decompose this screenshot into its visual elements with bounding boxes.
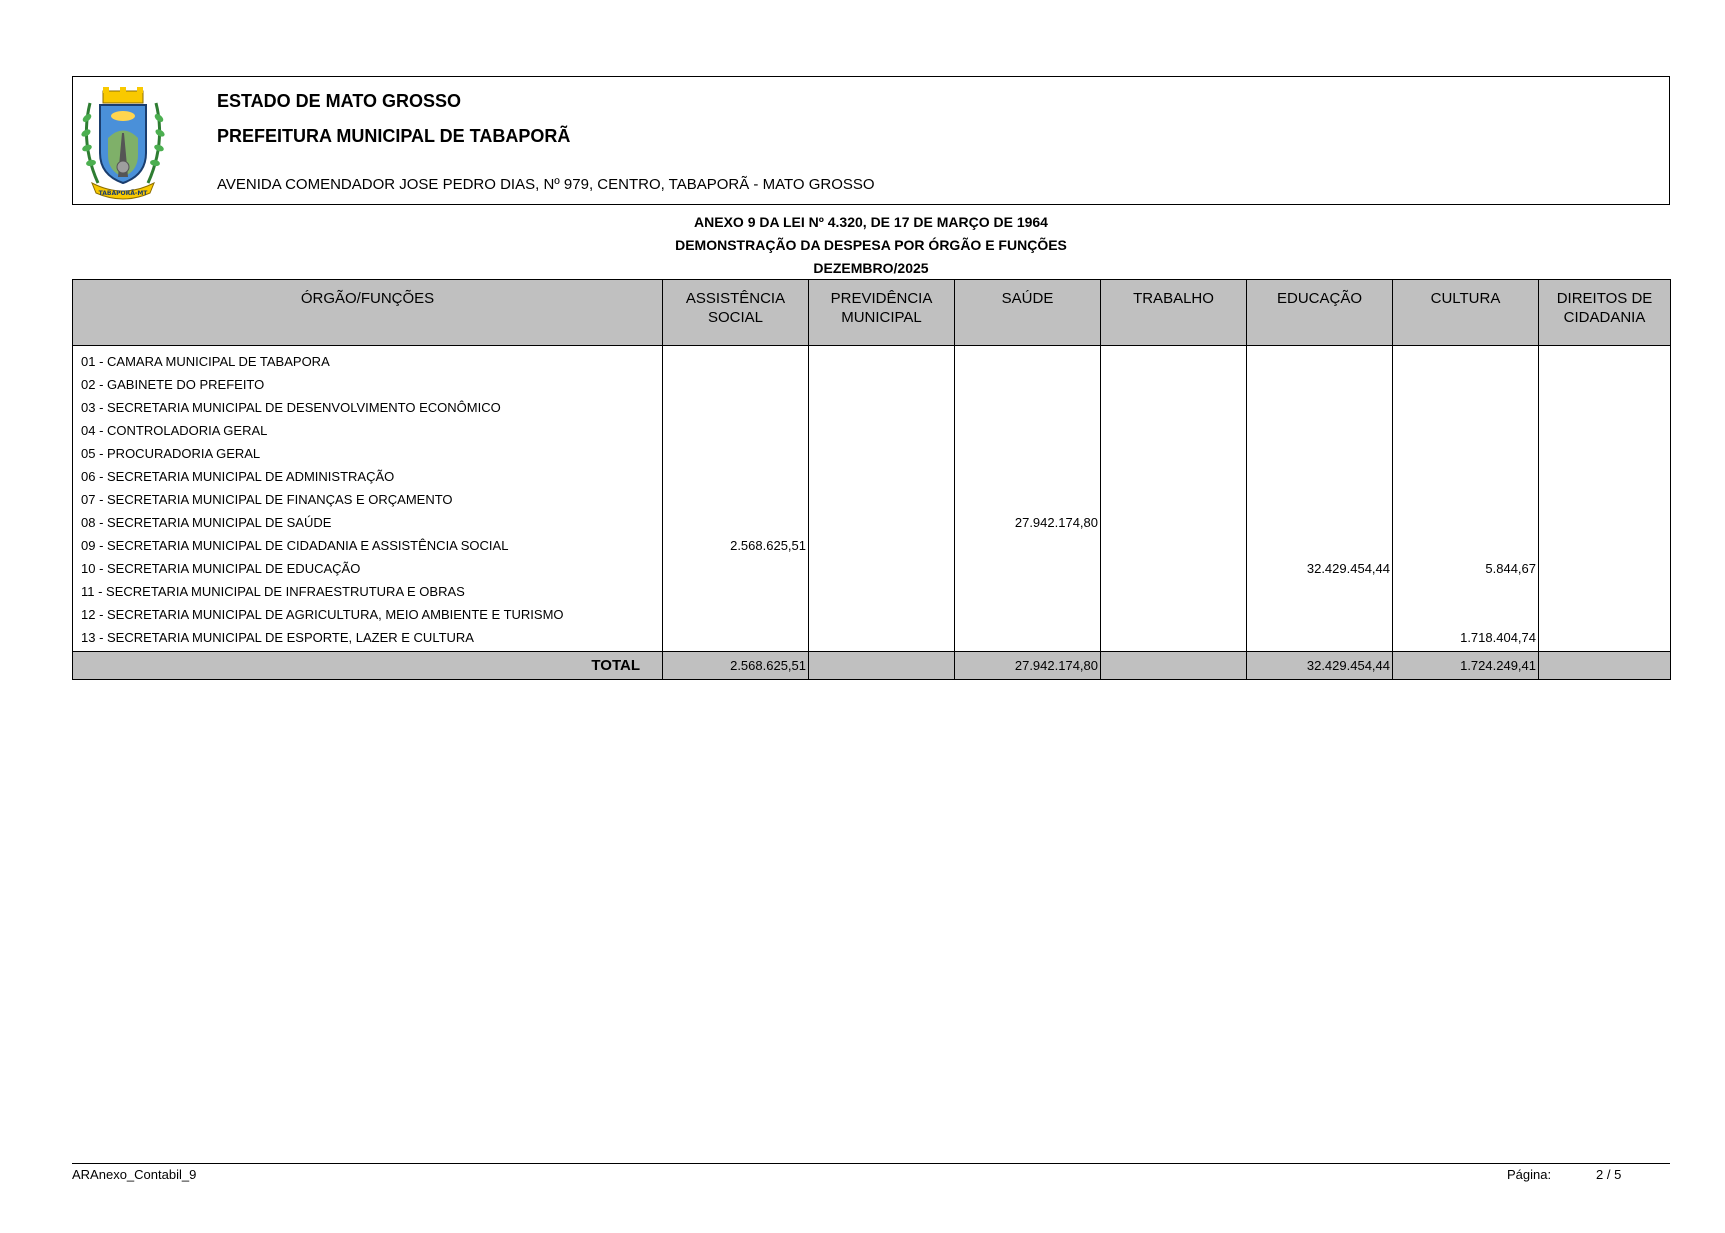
value-cell <box>955 626 1101 652</box>
value-cell <box>1539 465 1671 488</box>
value-cell <box>1247 465 1393 488</box>
organ-name-cell: 03 - SECRETARIA MUNICIPAL DE DESENVOLVIMENTO ECONÔMICO <box>73 396 663 419</box>
value-cell <box>1539 511 1671 534</box>
expense-table <box>72 279 1671 680</box>
value-cell <box>1539 557 1671 580</box>
table-row <box>73 373 1671 396</box>
organ-name-cell: 04 - CONTROLADORIA GERAL <box>73 419 663 442</box>
value-cell <box>809 626 955 652</box>
value-cell <box>1247 580 1393 603</box>
organ-name-cell: 10 - SECRETARIA MUNICIPAL DE EDUCAÇÃO <box>73 557 663 580</box>
column-header-line: SOCIAL <box>707 309 764 326</box>
municipal-crest-icon <box>78 83 168 201</box>
value-cell <box>1393 373 1539 396</box>
value-cell <box>1539 488 1671 511</box>
report-title-period: DEZEMBRO/2025 <box>813 260 929 276</box>
value-cell <box>1393 511 1539 534</box>
value-cell <box>1247 346 1393 374</box>
column-header-line: CIDADANIA <box>1563 309 1646 326</box>
organ-name-cell: 01 - CAMARA MUNICIPAL DE TABAPORA <box>73 346 663 374</box>
value-cell <box>809 396 955 419</box>
total-value-cell: 2.568.625,51 <box>663 652 809 680</box>
value-cell <box>1539 580 1671 603</box>
total-value-cell: 32.429.454,44 <box>1247 652 1393 680</box>
organ-name-cell: 08 - SECRETARIA MUNICIPAL DE SAÚDE <box>73 511 663 534</box>
value-cell <box>1101 373 1247 396</box>
value-cell <box>663 580 809 603</box>
organ-name-cell: 12 - SECRETARIA MUNICIPAL DE AGRICULTURA, MEIO AMBIENTE E TURISMO <box>73 603 663 626</box>
table-row <box>73 626 1671 652</box>
total-row <box>73 652 1671 680</box>
report-titles <box>72 211 1670 280</box>
value-cell <box>1393 396 1539 419</box>
report-identifier: ARAnexo_Contabil_9 <box>72 1167 197 1182</box>
value-cell <box>1539 373 1671 396</box>
organ-name-cell: 05 - PROCURADORIA GERAL <box>73 442 663 465</box>
column-header <box>1247 280 1393 346</box>
organ-name-cell: 07 - SECRETARIA MUNICIPAL DE FINANÇAS E ORÇAMENTO <box>73 488 663 511</box>
value-cell <box>1393 419 1539 442</box>
organ-name-cell: 02 - GABINETE DO PREFEITO <box>73 373 663 396</box>
value-cell <box>663 603 809 626</box>
value-cell <box>663 373 809 396</box>
value-cell <box>955 442 1101 465</box>
value-cell <box>1247 442 1393 465</box>
value-cell <box>809 442 955 465</box>
report-title-law: ANEXO 9 DA LEI Nº 4.320, DE 17 DE MARÇO DE 1964 <box>694 214 1048 230</box>
document-header <box>72 76 1670 205</box>
total-value-cell <box>1539 652 1671 680</box>
value-cell <box>809 511 955 534</box>
column-header-line: EDUCAÇÃO <box>1276 290 1362 307</box>
value-cell <box>809 465 955 488</box>
column-header <box>955 280 1101 346</box>
column-header <box>73 280 663 346</box>
column-header-line: PREVIDÊNCIA <box>830 290 933 307</box>
table-body <box>73 346 1671 680</box>
value-cell <box>663 442 809 465</box>
value-cell <box>1539 442 1671 465</box>
column-header <box>1393 280 1539 346</box>
value-cell <box>1101 557 1247 580</box>
table-row <box>73 419 1671 442</box>
value-cell <box>1101 534 1247 557</box>
column-header-line: SAÚDE <box>1001 290 1054 307</box>
table-row <box>73 346 1671 374</box>
value-cell <box>955 580 1101 603</box>
value-cell <box>1393 442 1539 465</box>
value-cell <box>1539 419 1671 442</box>
value-cell <box>1247 603 1393 626</box>
value-cell <box>955 396 1101 419</box>
column-header-line: CULTURA <box>1430 290 1501 307</box>
value-cell <box>1393 488 1539 511</box>
value-cell <box>1393 580 1539 603</box>
value-cell <box>809 373 955 396</box>
value-cell <box>1101 511 1247 534</box>
footer-divider <box>72 1163 1670 1164</box>
column-header-line: ASSISTÊNCIA <box>685 290 786 307</box>
value-cell <box>955 346 1101 374</box>
value-cell <box>1247 396 1393 419</box>
value-cell <box>663 346 809 374</box>
value-cell <box>955 557 1101 580</box>
value-cell <box>1539 346 1671 374</box>
value-cell: 27.942.174,80 <box>955 511 1101 534</box>
value-cell <box>1101 465 1247 488</box>
value-cell <box>663 557 809 580</box>
value-cell <box>809 580 955 603</box>
table-row <box>73 396 1671 419</box>
column-header <box>1101 280 1247 346</box>
value-cell <box>1247 626 1393 652</box>
value-cell <box>1247 419 1393 442</box>
value-cell <box>663 396 809 419</box>
value-cell <box>1539 603 1671 626</box>
svg-text:TABAPORÃ-MT: TABAPORÃ-MT <box>98 190 148 197</box>
value-cell <box>663 488 809 511</box>
value-cell <box>809 419 955 442</box>
value-cell <box>955 603 1101 626</box>
value-cell <box>1247 534 1393 557</box>
value-cell <box>1101 488 1247 511</box>
value-cell <box>1247 488 1393 511</box>
table-header-row <box>73 280 1671 346</box>
table-row <box>73 557 1671 580</box>
value-cell <box>1101 396 1247 419</box>
value-cell <box>1539 626 1671 652</box>
value-cell <box>809 603 955 626</box>
value-cell <box>1247 511 1393 534</box>
value-cell: 32.429.454,44 <box>1247 557 1393 580</box>
value-cell <box>809 557 955 580</box>
column-header <box>1539 280 1671 346</box>
report-title-description: DEMONSTRAÇÃO DA DESPESA POR ÓRGÃO E FUNÇÕES <box>675 237 1067 253</box>
value-cell <box>1101 626 1247 652</box>
column-header <box>663 280 809 346</box>
value-cell <box>1101 419 1247 442</box>
value-cell <box>1393 465 1539 488</box>
page-label: Página: <box>1507 1167 1552 1182</box>
column-header-line: ÓRGÃO/FUNÇÕES <box>300 290 435 307</box>
value-cell: 5.844,67 <box>1393 557 1539 580</box>
state-name: ESTADO DE MATO GROSSO <box>217 91 462 111</box>
value-cell <box>1539 396 1671 419</box>
value-cell <box>663 626 809 652</box>
table-row <box>73 534 1671 557</box>
value-cell <box>955 419 1101 442</box>
value-cell <box>955 373 1101 396</box>
value-cell <box>1393 346 1539 374</box>
table-row <box>73 442 1671 465</box>
organ-name-cell: 11 - SECRETARIA MUNICIPAL DE INFRAESTRUTURA E OBRAS <box>73 580 663 603</box>
total-value-cell: 1.724.249,41 <box>1393 652 1539 680</box>
value-cell <box>1101 603 1247 626</box>
value-cell <box>1101 442 1247 465</box>
value-cell <box>955 488 1101 511</box>
value-cell: 1.718.404,74 <box>1393 626 1539 652</box>
value-cell <box>663 511 809 534</box>
value-cell <box>1247 373 1393 396</box>
prefecture-address: AVENIDA COMENDADOR JOSE PEDRO DIAS, Nº 979, CENTRO, TABAPORÃ - MATO GROSSO <box>217 176 875 193</box>
value-cell <box>955 465 1101 488</box>
total-value-cell <box>1101 652 1247 680</box>
column-header-line: TRABALHO <box>1133 290 1214 307</box>
table-row <box>73 511 1671 534</box>
total-value-cell <box>809 652 955 680</box>
table-row <box>73 488 1671 511</box>
column-header <box>809 280 955 346</box>
value-cell <box>663 465 809 488</box>
total-value-cell: 27.942.174,80 <box>955 652 1101 680</box>
table-row <box>73 580 1671 603</box>
value-cell <box>663 419 809 442</box>
value-cell <box>1101 580 1247 603</box>
total-label: TOTAL <box>73 652 663 680</box>
value-cell <box>809 534 955 557</box>
value-cell <box>809 488 955 511</box>
value-cell <box>1101 346 1247 374</box>
organ-name-cell: 06 - SECRETARIA MUNICIPAL DE ADMINISTRAÇÃO <box>73 465 663 488</box>
value-cell <box>955 534 1101 557</box>
table-row <box>73 465 1671 488</box>
table-row <box>73 603 1671 626</box>
value-cell <box>1539 534 1671 557</box>
prefecture-name: PREFEITURA MUNICIPAL DE TABAPORÃ <box>217 126 571 146</box>
column-header-line: DIREITOS DE <box>1556 290 1653 307</box>
column-header-line: MUNICIPAL <box>841 309 922 326</box>
value-cell <box>1393 603 1539 626</box>
value-cell <box>809 346 955 374</box>
page-number: 2 / 5 <box>1596 1167 1622 1182</box>
value-cell <box>1393 534 1539 557</box>
organ-name-cell: 09 - SECRETARIA MUNICIPAL DE CIDADANIA E ASSISTÊNCIA SOCIAL <box>73 534 663 557</box>
organ-name-cell: 13 - SECRETARIA MUNICIPAL DE ESPORTE, LAZER E CULTURA <box>73 626 663 652</box>
value-cell: 2.568.625,51 <box>663 534 809 557</box>
